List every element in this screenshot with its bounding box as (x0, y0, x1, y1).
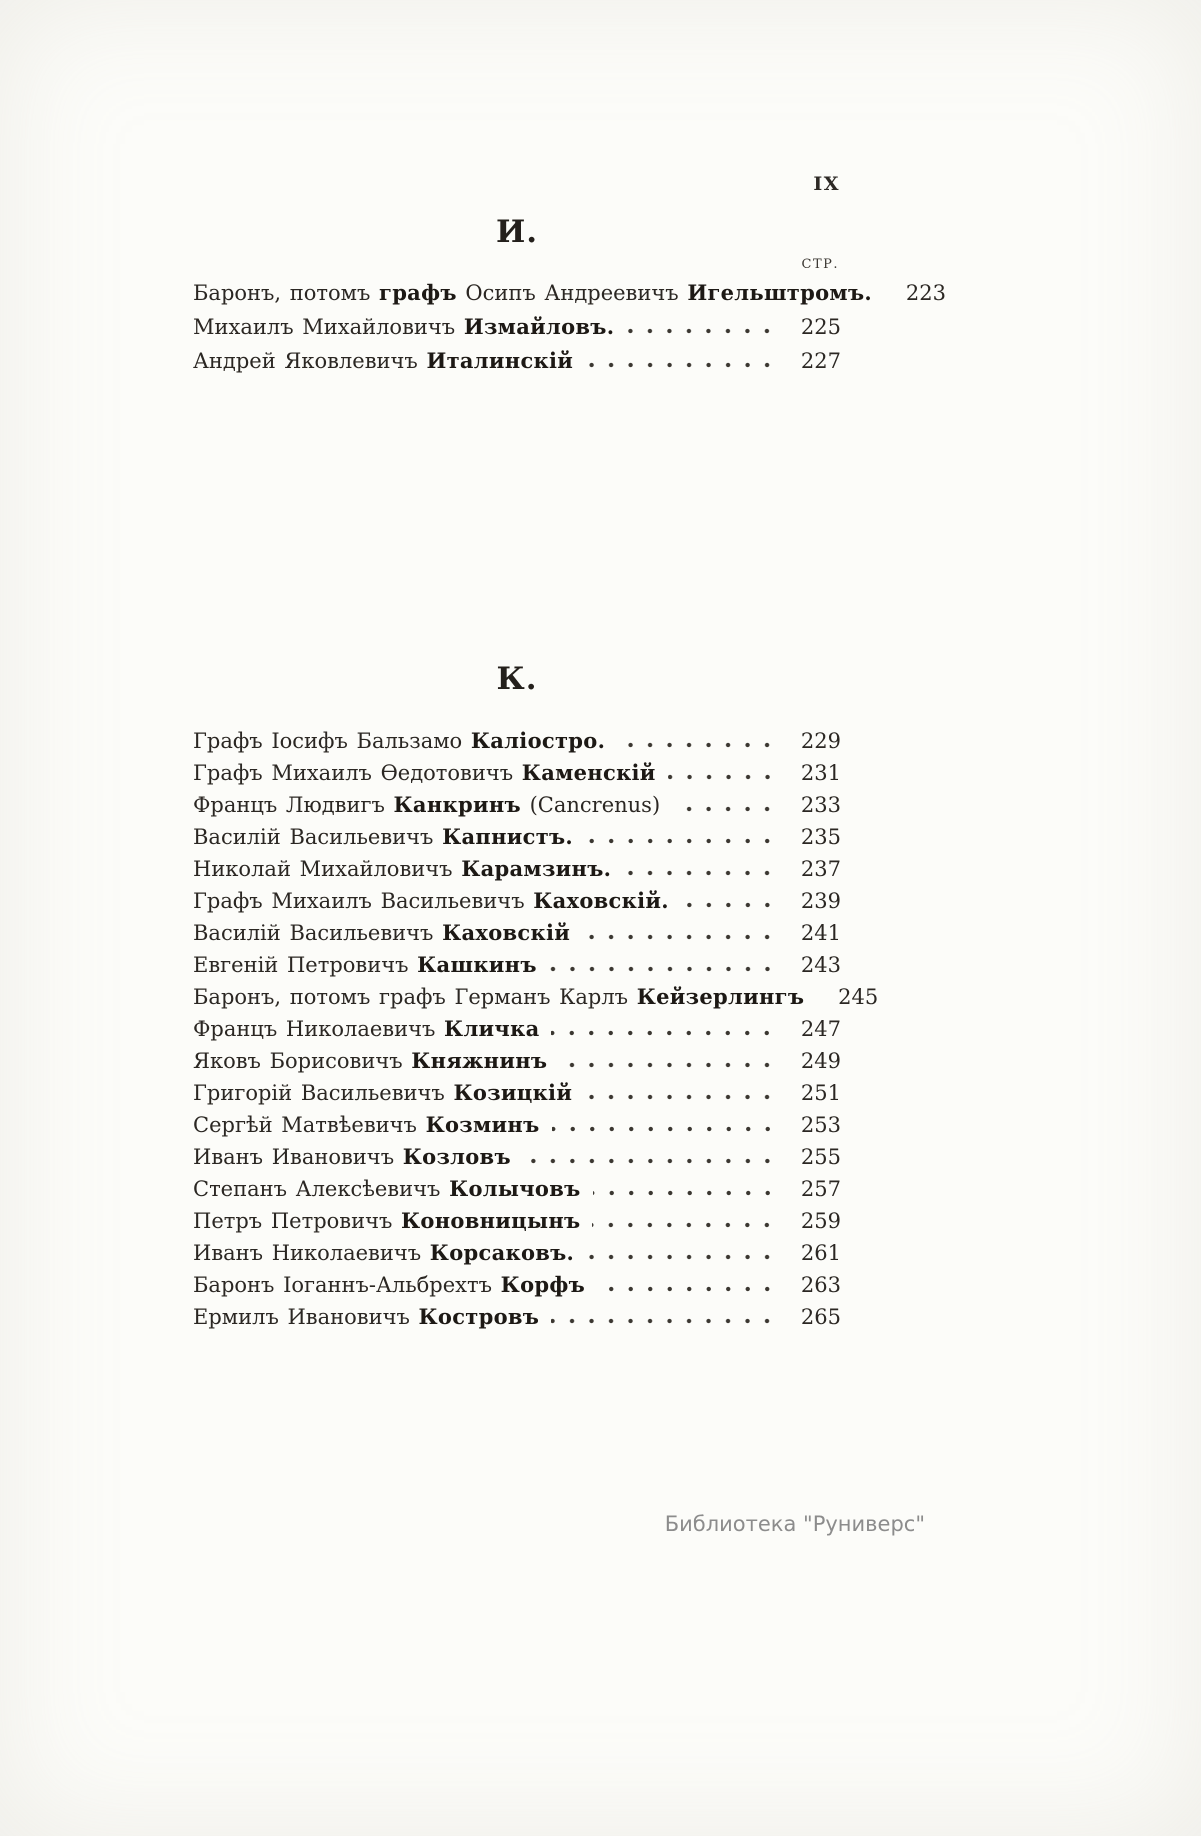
entry-text-plain: Графъ Іосифъ Бальзамо (193, 729, 471, 753)
entry-text-plain: Иванъ Николаевичъ (193, 1241, 430, 1265)
entry-surname-bold: Италинскій (426, 348, 574, 373)
dot-leader (592, 1222, 779, 1228)
entry-text-plain: Осипъ Андреевичъ (456, 281, 688, 305)
entry-page-number: 261 (800, 1241, 841, 1265)
entry-page-number: 247 (800, 1017, 841, 1041)
toc-entry (193, 821, 841, 853)
entry-surname-bold: Козловъ (402, 1144, 511, 1169)
entry-text (193, 1045, 547, 1077)
entry-text (193, 725, 605, 757)
entry-text-plain: Иванъ Ивановичъ (193, 1145, 403, 1169)
page-column-header: СТР. (801, 257, 839, 272)
dot-leader (672, 806, 779, 812)
dot-leader (597, 1286, 779, 1292)
toc-entry (193, 1237, 841, 1269)
toc-entry (193, 1045, 841, 1077)
entry-text-plain: Василій Васильевичъ (193, 921, 443, 945)
entry-text-plain: Евгеній Петровичъ (193, 953, 418, 977)
entry-page-number: 233 (800, 793, 841, 817)
entry-page-number: 251 (800, 1081, 841, 1105)
entry-text (193, 1077, 572, 1109)
entry-surname-bold: Корсаковъ. (429, 1240, 575, 1265)
entry-surname-bold: Карамзинъ. (461, 856, 612, 881)
entry-text (193, 981, 804, 1013)
entry-surname-bold: Каменскій (521, 760, 656, 785)
entry-surname-bold: Канкринъ (393, 792, 521, 817)
toc-entry (193, 885, 841, 917)
entry-text (193, 789, 660, 821)
entry-text (193, 1301, 539, 1333)
entry-text-plain: Григорій Васильевичъ (193, 1081, 454, 1105)
toc-entry (193, 949, 841, 981)
entry-surname-bold: Игельштромъ. (687, 280, 872, 305)
entry-surname-bold: Кличка (444, 1016, 540, 1041)
toc-entry (193, 1205, 841, 1237)
toc-entry (193, 981, 879, 1013)
dot-leader (523, 1158, 779, 1164)
dot-leader (551, 1318, 779, 1324)
entry-page-number: 227 (800, 349, 841, 373)
entry-surname-bold: Козминъ (425, 1112, 540, 1137)
entry-surname-bold: Кейзерлингъ (636, 984, 805, 1009)
entry-text-plain: Николай Михайловичъ (193, 857, 462, 881)
toc-entry (193, 1173, 841, 1205)
entry-surname-bold: Костровъ (418, 1304, 540, 1329)
entry-surname-bold: Колычовъ (449, 1176, 581, 1201)
entries-list-k (193, 725, 879, 1333)
dot-leader (559, 1062, 779, 1068)
toc-entry (193, 1109, 841, 1141)
entry-page-number: 257 (800, 1177, 841, 1201)
entry-text (193, 1205, 580, 1237)
dot-leader (586, 1254, 779, 1260)
toc-entry (193, 789, 841, 821)
entry-surname-bold: Козицкій (453, 1080, 573, 1105)
entry-text (193, 276, 872, 310)
entry-text (193, 1013, 539, 1045)
entry-text (193, 1141, 511, 1173)
entry-text-plain: Графъ Михаилъ Васильевичъ (193, 889, 534, 913)
entry-surname-bold: Кашкинъ (417, 952, 537, 977)
dot-leader (593, 1190, 779, 1196)
entry-text (193, 853, 611, 885)
entry-page-number: 241 (800, 921, 841, 945)
entry-page-number: 239 (800, 889, 841, 913)
entry-page-number: 225 (800, 315, 841, 339)
entry-page-number: 229 (800, 729, 841, 753)
entry-text-plain: Михаилъ Михайловичъ (193, 315, 464, 339)
dot-leader (551, 1030, 779, 1036)
entry-text-plain: Баронъ, потомъ (193, 281, 380, 305)
entry-text (193, 917, 570, 949)
entry-surname-bold: Капнистъ. (442, 824, 574, 849)
entry-surname-bold: Каліостро. (470, 728, 606, 753)
entry-text-plain: (Cancrenus) (520, 793, 661, 817)
entry-surname-bold: Каховскій (442, 920, 571, 945)
entry-text-plain: Василій Васильевичъ (193, 825, 443, 849)
toc-entry (193, 344, 841, 378)
entry-text (193, 344, 573, 378)
entry-text (193, 1173, 581, 1205)
entry-text-plain: Петръ Петровичъ (193, 1209, 402, 1233)
entry-page-number: 255 (800, 1145, 841, 1169)
entry-text (193, 1109, 540, 1141)
entry-page-number: 235 (800, 825, 841, 849)
toc-entry (193, 1077, 841, 1109)
page-number: IX (813, 173, 840, 195)
entry-text-plain: Андрей Яковлевичъ (193, 349, 427, 373)
entry-page-number: 245 (838, 985, 879, 1009)
entry-text-plain: Ермилъ Ивановичъ (193, 1305, 419, 1329)
entry-text-plain: Яковъ Борисовичъ (193, 1049, 412, 1073)
entry-page-number: 265 (800, 1305, 841, 1329)
toc-entry (193, 853, 841, 885)
section-heading-k: К. (496, 661, 538, 697)
library-watermark: Библиотека "Руниверс" (664, 1512, 925, 1536)
toc-entry (193, 917, 841, 949)
toc-section-k (193, 660, 879, 1333)
dot-leader (584, 1094, 779, 1100)
dot-leader (582, 934, 779, 940)
entry-surname-bold: Корфъ (500, 1272, 586, 1297)
entry-page-number: 223 (905, 281, 946, 305)
entry-page-number: 263 (800, 1273, 841, 1297)
entry-text-plain: Степанъ Алексѣевичъ (193, 1177, 450, 1201)
entry-text-plain: Сергѣй Матвѣевичъ (193, 1113, 426, 1137)
dot-leader (617, 742, 779, 748)
entry-page-number: 243 (800, 953, 841, 977)
entry-text (193, 885, 669, 917)
entry-page-number: 249 (800, 1049, 841, 1073)
entry-text-plain: Францъ Людвигъ (193, 793, 394, 817)
entry-surname-bold: Измайловъ. (463, 314, 615, 339)
entry-text-plain: Францъ Николаевичъ (193, 1017, 445, 1041)
entry-surname-bold: Княжнинъ (411, 1048, 548, 1073)
entry-page-number: 237 (800, 857, 841, 881)
entry-surname-bold: Коновницынъ (401, 1208, 581, 1233)
dot-leader (585, 838, 779, 844)
entries-list-i (193, 276, 946, 378)
toc-entry (193, 725, 841, 757)
entry-text (193, 310, 614, 344)
dot-leader (549, 966, 779, 972)
toc-entry (193, 757, 841, 789)
toc-entry (193, 1269, 841, 1301)
entry-text-plain: Графъ Михаилъ Ѳедотовичъ (193, 761, 522, 785)
entry-page-number: 231 (800, 761, 841, 785)
toc-entry (193, 276, 946, 310)
dot-leader (623, 870, 779, 876)
entry-page-number: 259 (800, 1209, 841, 1233)
toc-entry (193, 1301, 841, 1333)
entry-text-plain: Баронъ Іоганнъ-Альбрехтъ (193, 1273, 501, 1297)
toc-entry (193, 1013, 841, 1045)
entry-text (193, 949, 537, 981)
toc-entry (193, 1141, 841, 1173)
toc-section-i (193, 213, 946, 378)
entry-text (193, 757, 656, 789)
dot-leader (681, 902, 779, 908)
entry-page-number: 253 (800, 1113, 841, 1137)
dot-leader (668, 774, 779, 780)
entry-text (193, 1269, 585, 1301)
section-heading-i: И. (495, 214, 539, 250)
dot-leader (626, 328, 779, 334)
toc-entry (193, 310, 841, 344)
entry-text-plain: Баронъ, потомъ графъ Германъ Карлъ (193, 985, 637, 1009)
entry-surname-bold: графъ (379, 280, 457, 305)
entry-text (193, 821, 573, 853)
entry-text (193, 1237, 574, 1269)
entry-surname-bold: Каховскій. (533, 888, 669, 913)
dot-leader (552, 1126, 780, 1132)
dot-leader (585, 362, 779, 368)
